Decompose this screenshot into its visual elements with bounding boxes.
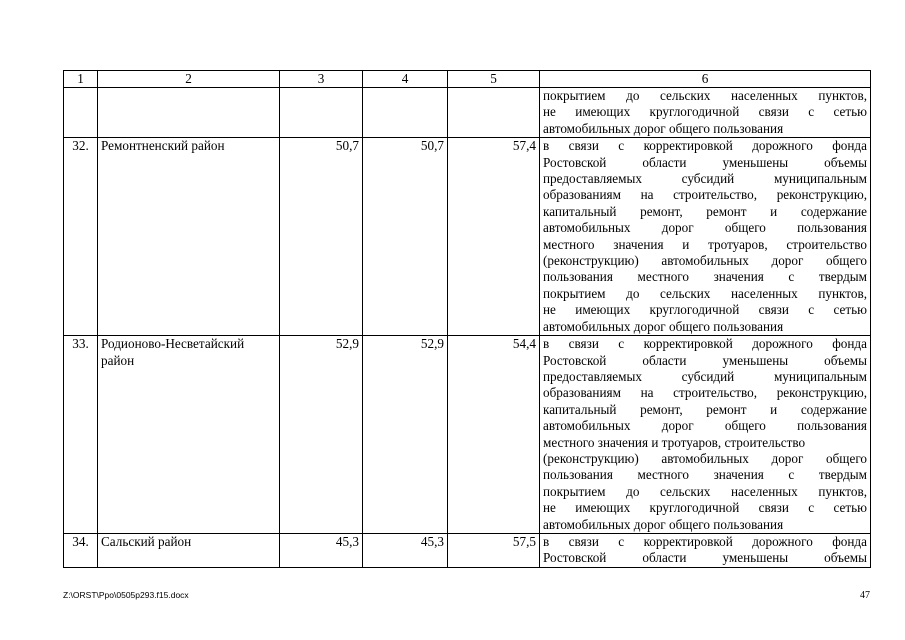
description-line: покрытием до сельских населенных пунктов,: [543, 483, 867, 499]
description-line: (реконструкцию) автомобильных дорог общего: [543, 253, 867, 269]
value-col5: 54,4: [448, 336, 540, 534]
file-path: Z:\ORST\Ppo\0505p293.f15.docx: [63, 590, 189, 600]
value-col3: 52,9: [280, 336, 363, 534]
index-cell: [64, 88, 98, 138]
description-line: автомобильных дорог общего пользования: [543, 318, 784, 334]
description-line: Ростовской области уменьшены объемы: [543, 352, 867, 368]
district-name: Родионово-Несветайский район: [98, 336, 280, 534]
description-line: автомобильных дорог общего пользования: [543, 516, 784, 532]
description-cell: [540, 88, 871, 138]
description-line: капитальный ремонт, ремонт и содержание: [543, 401, 867, 417]
description-line: в связи с корректировкой дорожного фонда: [543, 138, 867, 154]
value-col4: 52,9: [363, 336, 448, 534]
value-col5: 57,4: [448, 138, 540, 336]
description-cell: [540, 533, 871, 567]
value-col3: 45,3: [280, 533, 363, 567]
budget-table: [63, 70, 871, 568]
value-cell: [448, 88, 540, 138]
description-line: пользования местного значения с твердым: [543, 269, 867, 285]
description-cell: [540, 138, 871, 336]
table-row: [64, 336, 871, 534]
description-line: покрытием до сельских населенных пунктов,: [543, 88, 867, 103]
name-cell: [98, 88, 280, 138]
district-name: Ремонтненский район: [98, 138, 280, 336]
row-index: 32.: [64, 138, 98, 336]
description-line: Ростовской области уменьшены объемы: [543, 550, 867, 566]
description-line: не имеющих круглогодичной связи с сетью: [543, 104, 867, 120]
row-index: 33.: [64, 336, 98, 534]
header-row: [64, 71, 871, 88]
header-cell-6: 6: [540, 71, 871, 88]
row-index: 34.: [64, 533, 98, 567]
value-col5: 57,5: [448, 533, 540, 567]
header-cell-2: 2: [98, 71, 280, 88]
header-cell-3: 3: [280, 71, 363, 88]
description-line: в связи с корректировкой дорожного фонда: [543, 533, 867, 549]
value-col4: 50,7: [363, 138, 448, 336]
continuation-row: [64, 88, 871, 138]
description-line: (реконструкцию) автомобильных дорог общего: [543, 450, 867, 466]
description-line: местного значения и тротуаров, строительство: [543, 434, 806, 450]
description-line: не имеющих круглогодичной связи с сетью: [543, 302, 867, 318]
description-line: образованиям на строительство, реконструкцию,: [543, 385, 867, 401]
description-line: капитальный ремонт, ремонт и содержание: [543, 203, 867, 219]
description-line: в связи с корректировкой дорожного фонда: [543, 336, 867, 352]
description-line: предоставляемых субсидий муниципальным: [543, 368, 867, 384]
page-number: 47: [860, 590, 870, 601]
value-col4: 45,3: [363, 533, 448, 567]
description-cell: [540, 336, 871, 534]
description-line: покрытием до сельских населенных пунктов,: [543, 285, 867, 301]
header-cell-4: 4: [363, 71, 448, 88]
value-cell: [363, 88, 448, 138]
header-cell-5: 5: [448, 71, 540, 88]
description-line: не имеющих круглогодичной связи с сетью: [543, 500, 867, 516]
value-cell: [280, 88, 363, 138]
header-cell-1: 1: [64, 71, 98, 88]
district-name: Сальский район: [98, 533, 280, 567]
description-line: автомобильных дорог общего пользования: [543, 418, 867, 434]
description-line: местного значения и тротуаров, строительство: [543, 236, 867, 252]
description-line: предоставляемых субсидий муниципальным: [543, 171, 867, 187]
description-line: образованиям на строительство, реконструкцию,: [543, 187, 867, 203]
value-col3: 50,7: [280, 138, 363, 336]
description-line: автомобильных дорог общего пользования: [543, 220, 867, 236]
description-line: Ростовской области уменьшены объемы: [543, 154, 867, 170]
description-line: автомобильных дорог общего пользования: [543, 120, 784, 136]
description-line: пользования местного значения с твердым: [543, 467, 867, 483]
table-row: [64, 138, 871, 336]
table-row: [64, 533, 871, 567]
